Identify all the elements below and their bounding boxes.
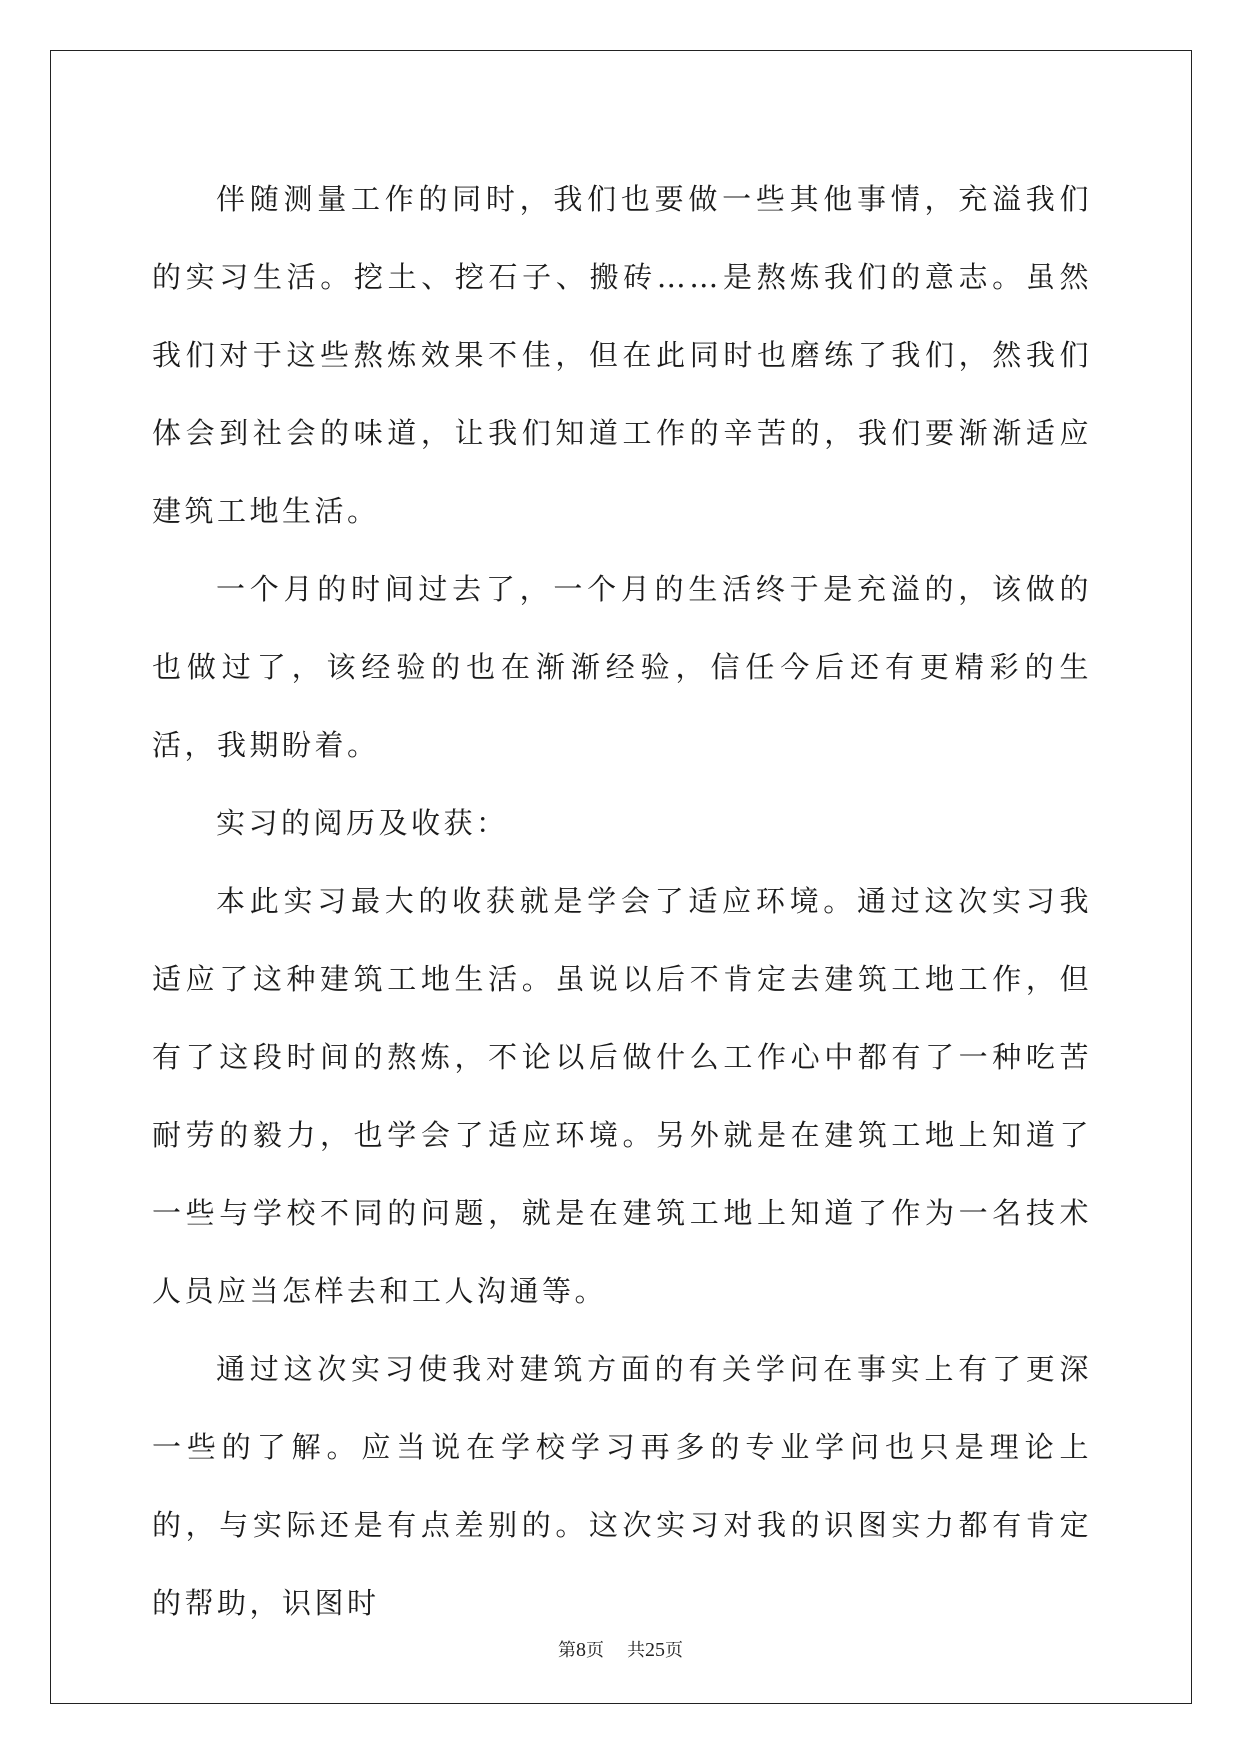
page-label-prefix: 第 — [558, 1640, 577, 1661]
total-label-prefix: 共 — [626, 1640, 645, 1661]
paragraph: 伴随测量工作的同时，我们也要做一些其他事情，充溢我们的实习生活。挖土、挖石子、搬砖……是熬炼我们的意志。虽然我们对于这些熬炼效果不佳，但在此同时也磨练了我们，然我们体会到社会的味道，让我们知道工作的辛苦的，我们要渐渐适应建筑工地生活。 — [152, 182, 1092, 528]
page-footer — [0, 1636, 1241, 1662]
page-label-suffix: 页 — [586, 1640, 605, 1661]
total-pages: 25 — [644, 1639, 665, 1661]
section-heading: 实习的阅历及收获： — [216, 806, 509, 840]
page-number: 8 — [576, 1639, 587, 1661]
paragraph: 本此实习最大的收获就是学会了适应环境。通过这次实习我适应了这种建筑工地生活。虽说以后不肯定去建筑工地工作，但有了这段时间的熬炼，不论以后做什么工作心中都有了一种吃苦耐劳的毅力，也学会了适应环境。另外就是在建筑工地上知道了一些与学校不同的问题，就是在建筑工地上知道了作为一名技术人员应当怎样去和工人沟通等。 — [152, 884, 1092, 1308]
document-body — [152, 160, 1092, 1642]
paragraph: 一个月的时间过去了，一个月的生活终于是充溢的，该做的也做过了，该经验的也在渐渐经验，信任今后还有更精彩的生活，我期盼着。 — [152, 572, 1092, 762]
paragraph: 通过这次实习使我对建筑方面的有关学问在事实上有了更深一些的了解。应当说在学校学习再多的专业学问也只是理论上的，与实际还是有点差别的。这次实习对我的识图实力都有肯定的帮助，识图时 — [152, 1352, 1092, 1620]
total-label-suffix: 页 — [664, 1640, 683, 1661]
